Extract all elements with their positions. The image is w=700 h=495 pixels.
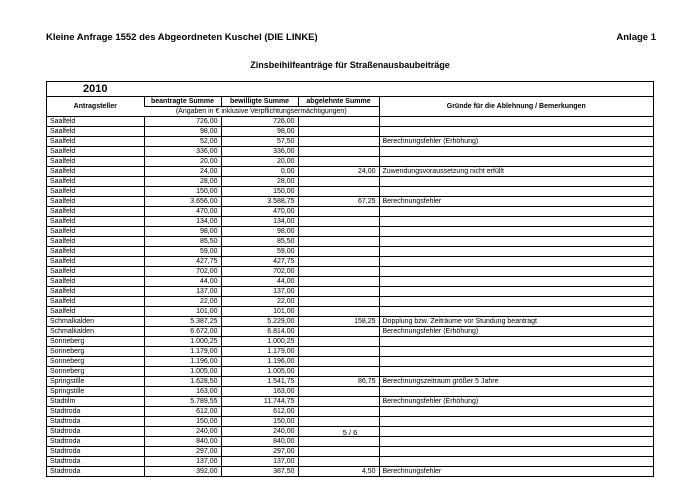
cell-requested: 137,00 bbox=[144, 287, 221, 297]
cell-requested: 1.179,00 bbox=[144, 347, 221, 357]
cell-rejected bbox=[298, 267, 379, 277]
cell-applicant: Saalfeld bbox=[47, 177, 144, 187]
cell-reason bbox=[379, 237, 653, 247]
table-row bbox=[47, 127, 653, 137]
table-row bbox=[47, 187, 653, 197]
table-row bbox=[47, 227, 653, 237]
cell-reason bbox=[379, 277, 653, 287]
cell-applicant: Sonneberg bbox=[47, 357, 144, 367]
table-row bbox=[47, 357, 653, 367]
cell-applicant: Stadtroda bbox=[47, 447, 144, 457]
cell-rejected bbox=[298, 347, 379, 357]
cell-applicant: Saalfeld bbox=[47, 207, 144, 217]
cell-requested: 392,00 bbox=[144, 467, 221, 477]
cell-applicant: Stadtroda bbox=[47, 457, 144, 467]
cell-approved: 20,00 bbox=[221, 157, 298, 167]
cell-approved: 98,00 bbox=[221, 227, 298, 237]
attachment-label: Anlage 1 bbox=[616, 32, 656, 43]
cell-reason bbox=[379, 117, 653, 127]
cell-approved: 98,00 bbox=[221, 127, 298, 137]
cell-approved: 85,50 bbox=[221, 237, 298, 247]
table-row bbox=[47, 277, 653, 287]
cell-approved: 44,00 bbox=[221, 277, 298, 287]
table-row bbox=[47, 317, 653, 327]
cell-approved: 387,50 bbox=[221, 467, 298, 477]
cell-rejected bbox=[298, 257, 379, 267]
cell-applicant: Stadtroda bbox=[50, 468, 81, 475]
cell-approved: 1.179,00 bbox=[221, 347, 298, 357]
column-header-rejected: abgelehnte Summe bbox=[298, 97, 379, 107]
cell-reason bbox=[379, 337, 653, 347]
cell-approved: 6.814,00 bbox=[221, 327, 298, 337]
page-number: 5 / 6 bbox=[342, 428, 358, 437]
cell-rejected: 24,00 bbox=[298, 167, 379, 177]
cell-applicant: Saalfeld bbox=[47, 297, 144, 307]
cell-reason bbox=[379, 157, 653, 167]
cell-applicant: Saalfeld bbox=[47, 157, 144, 167]
cell-reason bbox=[379, 387, 653, 397]
cell-rejected bbox=[298, 227, 379, 237]
cell-reason bbox=[379, 247, 653, 257]
cell-requested: 427,75 bbox=[144, 257, 221, 267]
table-row bbox=[47, 217, 653, 227]
cell-requested: 1.196,00 bbox=[144, 357, 221, 367]
cell-applicant: Sonneberg bbox=[47, 367, 144, 377]
cell-applicant: Schmalkalden bbox=[47, 327, 144, 337]
cell-rejected bbox=[298, 297, 379, 307]
table-row bbox=[47, 337, 653, 347]
table-row bbox=[47, 347, 653, 357]
cell-approved: 297,00 bbox=[221, 447, 298, 457]
cell-rejected: 67,25 bbox=[298, 197, 379, 207]
cell-rejected bbox=[298, 237, 379, 247]
cell-reason: Zuwendungsvoraussetzung nicht erfüllt bbox=[379, 167, 653, 177]
cell-requested: 470,00 bbox=[144, 207, 221, 217]
table-subtitle: Zinsbeihilfeanträge für Straßenausbaubeiträge bbox=[250, 60, 450, 70]
table-row bbox=[47, 157, 653, 167]
table-row bbox=[47, 417, 653, 427]
cell-applicant: Stadtroda bbox=[47, 417, 144, 427]
cell-requested: 5.387,25 bbox=[144, 317, 221, 327]
cell-applicant: Schmalkalden bbox=[47, 317, 144, 327]
cell-approved: 0,00 bbox=[221, 167, 298, 177]
cell-rejected bbox=[298, 177, 379, 187]
cell-rejected bbox=[298, 137, 379, 147]
cell-requested: 726,00 bbox=[144, 117, 221, 127]
cell-applicant: Stadtilm bbox=[47, 397, 144, 407]
cell-approved: 163,00 bbox=[221, 387, 298, 397]
data-table bbox=[47, 97, 653, 476]
cell-requested: 3.656,00 bbox=[144, 197, 221, 207]
cell-applicant: Saalfeld bbox=[47, 147, 144, 157]
cell-requested: 150,00 bbox=[144, 417, 221, 427]
cell-rejected: 158,25 bbox=[298, 317, 379, 327]
cell-approved: 3.588,75 bbox=[221, 197, 298, 207]
table-row bbox=[47, 167, 653, 177]
cell-applicant: Springstille bbox=[47, 387, 144, 397]
cell-rejected bbox=[298, 247, 379, 257]
cell-applicant: Saalfeld bbox=[47, 287, 144, 297]
cell-rejected bbox=[298, 307, 379, 317]
cell-approved: 134,00 bbox=[221, 217, 298, 227]
cell-approved: 336,00 bbox=[221, 147, 298, 157]
table-row bbox=[47, 327, 653, 337]
table-row bbox=[47, 197, 653, 207]
cell-reason bbox=[379, 147, 653, 157]
cell-requested: 137,00 bbox=[144, 457, 221, 467]
table-body bbox=[47, 117, 653, 477]
table-row bbox=[47, 297, 653, 307]
table-row bbox=[47, 257, 653, 267]
cell-approved: 59,00 bbox=[221, 247, 298, 257]
cell-approved: 702,00 bbox=[221, 267, 298, 277]
table-row bbox=[47, 287, 653, 297]
cell-requested: 22,00 bbox=[144, 297, 221, 307]
cell-requested: 59,00 bbox=[144, 247, 221, 257]
cell-rejected bbox=[298, 217, 379, 227]
cell-requested: 101,00 bbox=[144, 307, 221, 317]
cell-requested: 98,00 bbox=[144, 227, 221, 237]
table-row bbox=[47, 407, 653, 417]
cell-approved: 150,00 bbox=[221, 187, 298, 197]
cell-requested: 702,00 bbox=[144, 267, 221, 277]
cell-approved: 137,00 bbox=[221, 287, 298, 297]
cell-reason: Dopplung bzw. Zeiträume vor Stundung beantragt bbox=[379, 317, 653, 327]
column-header-approved: bewilligte Summe bbox=[221, 97, 298, 107]
cell-requested: 24,00 bbox=[144, 167, 221, 177]
cell-reason bbox=[379, 447, 653, 457]
table-row bbox=[47, 237, 653, 247]
cell-requested: 163,00 bbox=[144, 387, 221, 397]
table-row bbox=[47, 397, 653, 407]
cell-requested: 98,00 bbox=[144, 127, 221, 137]
data-table-frame bbox=[46, 81, 654, 477]
cell-approved: 1.196,00 bbox=[221, 357, 298, 367]
cell-applicant: Stadtroda bbox=[47, 437, 144, 447]
table-row bbox=[47, 147, 653, 157]
cell-reason: Berechnungsfehler bbox=[379, 197, 653, 207]
table-row bbox=[47, 137, 653, 147]
cell-rejected bbox=[298, 447, 379, 457]
cell-rejected bbox=[298, 397, 379, 407]
cell-approved: 840,00 bbox=[221, 437, 298, 447]
cell-rejected bbox=[298, 187, 379, 197]
unit-note: (Angaben in € inklusive Verpflichtungsermächtigungen) bbox=[144, 107, 379, 117]
cell-reason: Berechnungsfehler (Erhöhung) bbox=[379, 137, 653, 147]
cell-rejected bbox=[298, 147, 379, 157]
cell-requested: 44,00 bbox=[144, 277, 221, 287]
table-row bbox=[47, 437, 653, 447]
cell-applicant: Saalfeld bbox=[47, 167, 144, 177]
cell-applicant: Saalfeld bbox=[47, 117, 144, 127]
cell-approved: 137,00 bbox=[221, 457, 298, 467]
cell-reason bbox=[379, 307, 653, 317]
cell-rejected bbox=[298, 127, 379, 137]
cell-reason bbox=[379, 207, 653, 217]
cell-requested: 134,00 bbox=[144, 217, 221, 227]
cell-reason bbox=[379, 297, 653, 307]
cell-reason: Berechnungsfehler (Erhöhung) bbox=[379, 397, 653, 407]
cell-rejected bbox=[298, 287, 379, 297]
cell-reason bbox=[379, 417, 653, 427]
cell-requested: 840,00 bbox=[144, 437, 221, 447]
cell-approved: 101,00 bbox=[221, 307, 298, 317]
cell-applicant: Saalfeld bbox=[47, 217, 144, 227]
cell-reason: Berechnungsfehler (Erhöhung) bbox=[379, 327, 653, 337]
table-row bbox=[47, 307, 653, 317]
cell-requested: 20,00 bbox=[144, 157, 221, 167]
cell-approved: 57,50 bbox=[221, 137, 298, 147]
column-header-reasons: Gründe für die Ablehnung / Bemerkungen bbox=[379, 97, 653, 117]
table-row bbox=[47, 207, 653, 217]
cell-approved: 726,00 bbox=[221, 117, 298, 127]
cell-rejected bbox=[298, 417, 379, 427]
cell-approved: 612,00 bbox=[221, 407, 298, 417]
cell-applicant: Stadtroda bbox=[47, 427, 144, 437]
cell-reason bbox=[379, 217, 653, 227]
cell-rejected bbox=[298, 337, 379, 347]
cell-applicant: Sonneberg bbox=[47, 337, 144, 347]
cell-approved: 5.229,00 bbox=[221, 317, 298, 327]
cell-applicant: Saalfeld bbox=[47, 307, 144, 317]
cell-approved: 1.000,25 bbox=[221, 337, 298, 347]
cell-applicant: Saalfeld bbox=[47, 277, 144, 287]
cell-requested: 6.672,00 bbox=[144, 327, 221, 337]
cell-requested: 1.628,50 bbox=[144, 377, 221, 387]
cell-rejected bbox=[298, 407, 379, 417]
cell-applicant: Saalfeld bbox=[47, 137, 144, 147]
table-row bbox=[47, 267, 653, 277]
cell-requested: 5.789,55 bbox=[144, 397, 221, 407]
cell-reason bbox=[379, 367, 653, 377]
table-row bbox=[47, 467, 653, 477]
cell-approved: 1.541,75 bbox=[221, 377, 298, 387]
cell-applicant: Stadtroda bbox=[47, 407, 144, 417]
cell-reason bbox=[379, 187, 653, 197]
table-row bbox=[47, 447, 653, 457]
cell-reason bbox=[379, 227, 653, 237]
document-title: Kleine Anfrage 1552 des Abgeordneten Kuschel (DIE LINKE) bbox=[46, 32, 318, 43]
cell-requested: 52,00 bbox=[144, 137, 221, 147]
cell-rejected bbox=[298, 357, 379, 367]
cell-applicant: Saalfeld bbox=[47, 247, 144, 257]
cell-applicant: Saalfeld bbox=[47, 127, 144, 137]
cell-reason bbox=[379, 347, 653, 357]
cell-applicant: Saalfeld bbox=[47, 267, 144, 277]
cell-approved: 28,00 bbox=[221, 177, 298, 187]
cell-approved: 240,00 bbox=[221, 427, 298, 437]
table-row bbox=[47, 117, 653, 127]
cell-reason bbox=[379, 357, 653, 367]
cell-reason bbox=[379, 267, 653, 277]
table-row bbox=[47, 247, 653, 257]
cell-approved: 470,00 bbox=[221, 207, 298, 217]
cell-reason bbox=[379, 127, 653, 137]
table-row bbox=[47, 367, 653, 377]
cell-applicant: Saalfeld bbox=[47, 257, 144, 267]
cell-applicant: Saalfeld bbox=[47, 197, 144, 207]
cell-rejected bbox=[298, 327, 379, 337]
cell-reason bbox=[379, 257, 653, 267]
cell-applicant: Sonneberg bbox=[47, 347, 144, 357]
cell-rejected bbox=[298, 117, 379, 127]
table-row bbox=[47, 387, 653, 397]
cell-rejected bbox=[298, 277, 379, 287]
cell-reason bbox=[379, 177, 653, 187]
cell-reason: Berechnungszeitraum größer 5 Jahre bbox=[379, 377, 653, 387]
table-row bbox=[47, 457, 653, 467]
cell-applicant: Springstille bbox=[47, 377, 144, 387]
cell-applicant: Saalfeld bbox=[47, 187, 144, 197]
cell-requested: 1.005,00 bbox=[144, 367, 221, 377]
cell-requested: 1.000,25 bbox=[144, 337, 221, 347]
cell-requested: 336,00 bbox=[144, 147, 221, 157]
cell-requested: 240,00 bbox=[144, 427, 221, 437]
column-header-requested: beantragte Summe bbox=[144, 97, 221, 107]
cell-reason bbox=[379, 457, 653, 467]
cell-approved: 22,00 bbox=[221, 297, 298, 307]
cell-reason bbox=[379, 287, 653, 297]
cell-rejected bbox=[298, 157, 379, 167]
year-label: 2010 bbox=[47, 82, 653, 97]
cell-requested: 612,00 bbox=[144, 407, 221, 417]
cell-applicant: Saalfeld bbox=[47, 227, 144, 237]
cell-requested: 85,50 bbox=[144, 237, 221, 247]
cell-requested: 150,00 bbox=[144, 187, 221, 197]
cell-approved: 150,00 bbox=[221, 417, 298, 427]
cell-approved: 11.744,75 bbox=[221, 397, 298, 407]
cell-requested: 297,00 bbox=[144, 447, 221, 457]
cell-rejected bbox=[298, 457, 379, 467]
cell-approved: 1.005,00 bbox=[221, 367, 298, 377]
cell-rejected bbox=[298, 387, 379, 397]
table-row bbox=[47, 377, 653, 387]
cell-reason: Berechnungsfehler bbox=[379, 467, 653, 477]
cell-rejected: 4,50 bbox=[298, 467, 379, 477]
cell-rejected bbox=[298, 367, 379, 377]
cell-applicant: Saalfeld bbox=[47, 237, 144, 247]
cell-rejected: 86,75 bbox=[298, 377, 379, 387]
cell-reason bbox=[379, 437, 653, 447]
cell-requested: 28,00 bbox=[144, 177, 221, 187]
table-row bbox=[47, 177, 653, 187]
cell-approved: 427,75 bbox=[221, 257, 298, 267]
cell-reason bbox=[379, 407, 653, 417]
column-header-applicant: Antragsteller bbox=[47, 97, 144, 117]
cell-rejected bbox=[298, 437, 379, 447]
cell-rejected bbox=[298, 207, 379, 217]
